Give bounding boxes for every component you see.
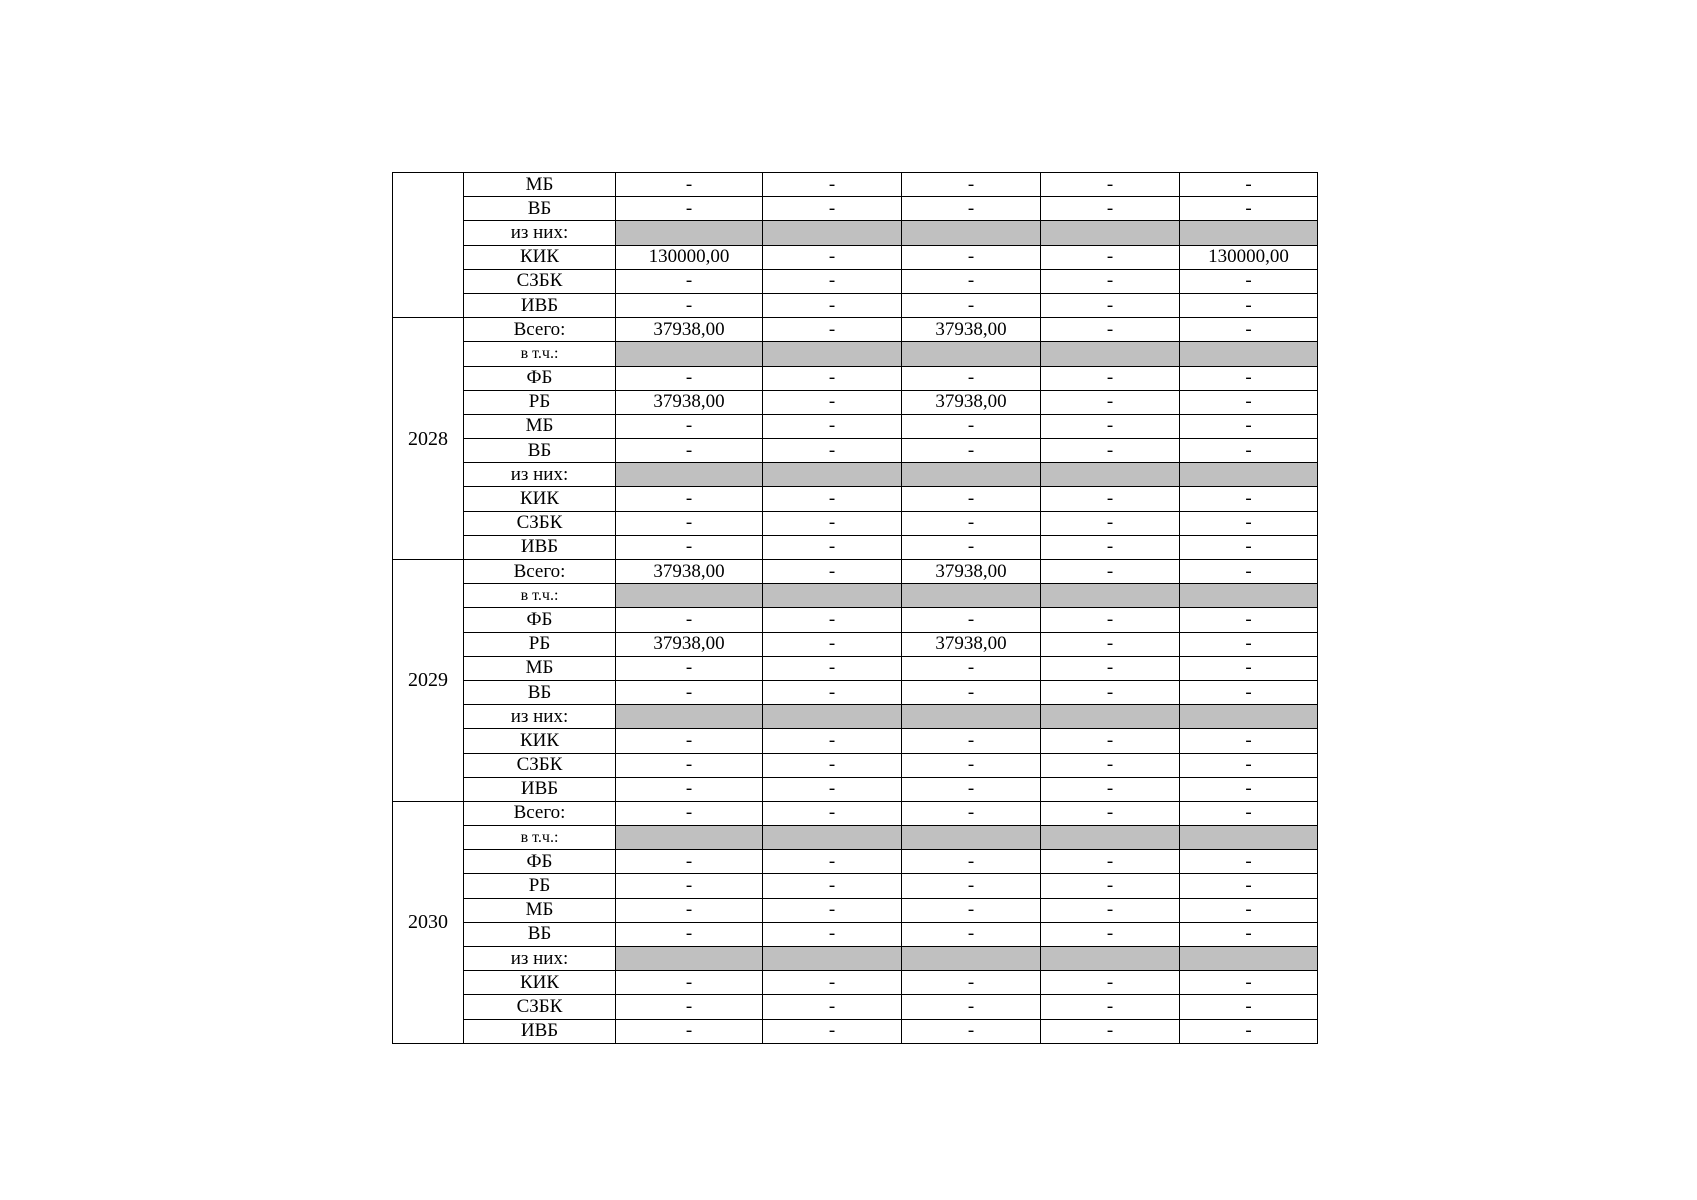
value-cell: - — [616, 753, 763, 777]
table-row — [393, 947, 1318, 971]
value-cell: - — [763, 850, 902, 874]
value-cell: - — [763, 608, 902, 632]
table-row — [393, 463, 1318, 487]
row-label: СЗБК — [464, 269, 616, 293]
value-cell: - — [1041, 898, 1180, 922]
shaded-cell — [902, 463, 1041, 487]
value-cell: - — [616, 1019, 763, 1043]
value-cell: - — [616, 680, 763, 704]
value-cell: - — [902, 1019, 1041, 1043]
table-row — [393, 680, 1318, 704]
table-body — [393, 173, 1318, 1044]
value-cell: - — [1180, 366, 1318, 390]
value-cell: - — [902, 293, 1041, 317]
value-cell: - — [616, 197, 763, 221]
value-cell: - — [902, 414, 1041, 438]
table-row — [393, 342, 1318, 366]
table-row — [393, 487, 1318, 511]
value-cell: - — [616, 971, 763, 995]
value-cell: - — [616, 608, 763, 632]
table-row — [393, 656, 1318, 680]
year-cell: 2029 — [393, 560, 464, 802]
shaded-cell — [763, 826, 902, 850]
table-row — [393, 390, 1318, 414]
value-cell: - — [616, 511, 763, 535]
value-cell: - — [763, 753, 902, 777]
row-label: КИК — [464, 971, 616, 995]
value-cell: - — [1180, 439, 1318, 463]
value-cell: 37938,00 — [902, 560, 1041, 584]
value-cell: - — [1041, 414, 1180, 438]
value-cell: - — [616, 729, 763, 753]
table-row — [393, 874, 1318, 898]
value-cell: - — [763, 632, 902, 656]
value-cell: - — [1180, 390, 1318, 414]
row-label: ИВБ — [464, 777, 616, 801]
shaded-cell — [1041, 947, 1180, 971]
value-cell: - — [1041, 922, 1180, 946]
row-label: СЗБК — [464, 511, 616, 535]
value-cell: - — [1041, 777, 1180, 801]
value-cell: - — [1041, 318, 1180, 342]
table-row — [393, 560, 1318, 584]
row-label: ВБ — [464, 439, 616, 463]
value-cell: - — [1180, 318, 1318, 342]
row-label: КИК — [464, 729, 616, 753]
table-row — [393, 898, 1318, 922]
year-cell: 2030 — [393, 801, 464, 1043]
value-cell: - — [902, 245, 1041, 269]
value-cell: - — [763, 922, 902, 946]
value-cell: - — [1180, 777, 1318, 801]
value-cell: - — [1180, 173, 1318, 197]
table-row — [393, 632, 1318, 656]
year-cell: 2028 — [393, 318, 464, 560]
table-row — [393, 850, 1318, 874]
value-cell: - — [1041, 874, 1180, 898]
value-cell: - — [1041, 197, 1180, 221]
value-cell: 37938,00 — [616, 632, 763, 656]
value-cell: - — [1041, 656, 1180, 680]
value-cell: - — [902, 874, 1041, 898]
value-cell: - — [763, 366, 902, 390]
value-cell: - — [902, 995, 1041, 1019]
shaded-cell — [1180, 947, 1318, 971]
row-label: в т.ч.: — [464, 826, 616, 850]
value-cell: 37938,00 — [902, 318, 1041, 342]
value-cell: - — [1041, 173, 1180, 197]
table-row — [393, 173, 1318, 197]
shaded-cell — [1180, 342, 1318, 366]
row-label: ИВБ — [464, 1019, 616, 1043]
value-cell: - — [1180, 487, 1318, 511]
value-cell: - — [763, 535, 902, 559]
value-cell: - — [902, 487, 1041, 511]
value-cell: 37938,00 — [616, 318, 763, 342]
row-label: из них: — [464, 705, 616, 729]
value-cell: - — [763, 390, 902, 414]
row-label: Всего: — [464, 801, 616, 825]
value-cell: - — [1180, 608, 1318, 632]
table-row — [393, 777, 1318, 801]
table-row — [393, 269, 1318, 293]
value-cell: - — [763, 801, 902, 825]
shaded-cell — [763, 705, 902, 729]
shaded-cell — [902, 826, 1041, 850]
value-cell: - — [616, 656, 763, 680]
value-cell: - — [763, 197, 902, 221]
value-cell: - — [763, 680, 902, 704]
value-cell: - — [1041, 729, 1180, 753]
value-cell: 37938,00 — [616, 560, 763, 584]
value-cell: - — [1180, 729, 1318, 753]
value-cell: - — [1041, 1019, 1180, 1043]
value-cell: - — [902, 535, 1041, 559]
value-cell: - — [763, 269, 902, 293]
value-cell: - — [616, 777, 763, 801]
value-cell: - — [902, 729, 1041, 753]
value-cell: - — [1041, 995, 1180, 1019]
row-label: ВБ — [464, 680, 616, 704]
table-row — [393, 1019, 1318, 1043]
shaded-cell — [616, 947, 763, 971]
value-cell: - — [616, 898, 763, 922]
value-cell: - — [763, 898, 902, 922]
value-cell: - — [902, 656, 1041, 680]
value-cell: - — [1180, 632, 1318, 656]
value-cell: - — [1180, 898, 1318, 922]
table-row — [393, 584, 1318, 608]
shaded-cell — [902, 342, 1041, 366]
value-cell: - — [1041, 632, 1180, 656]
row-label: из них: — [464, 947, 616, 971]
value-cell: - — [763, 487, 902, 511]
value-cell: - — [763, 971, 902, 995]
shaded-cell — [763, 584, 902, 608]
shaded-cell — [1180, 221, 1318, 245]
value-cell: - — [1041, 293, 1180, 317]
row-label: МБ — [464, 414, 616, 438]
value-cell: - — [763, 414, 902, 438]
shaded-cell — [763, 463, 902, 487]
value-cell: - — [1041, 560, 1180, 584]
shaded-cell — [616, 584, 763, 608]
table-row — [393, 729, 1318, 753]
value-cell: - — [902, 898, 1041, 922]
value-cell: - — [616, 293, 763, 317]
value-cell: - — [902, 777, 1041, 801]
value-cell: - — [1180, 850, 1318, 874]
row-label: СЗБК — [464, 753, 616, 777]
row-label: Всего: — [464, 318, 616, 342]
value-cell: - — [1180, 1019, 1318, 1043]
row-label: Всего: — [464, 560, 616, 584]
value-cell: - — [1041, 245, 1180, 269]
table-row — [393, 971, 1318, 995]
shaded-cell — [763, 342, 902, 366]
table-row — [393, 705, 1318, 729]
value-cell: - — [1041, 680, 1180, 704]
row-label: МБ — [464, 656, 616, 680]
table-row — [393, 197, 1318, 221]
row-label: ИВБ — [464, 293, 616, 317]
shaded-cell — [1180, 705, 1318, 729]
value-cell: - — [616, 874, 763, 898]
row-label: ВБ — [464, 922, 616, 946]
table-row — [393, 535, 1318, 559]
row-label: в т.ч.: — [464, 342, 616, 366]
row-label: ФБ — [464, 850, 616, 874]
shaded-cell — [1180, 584, 1318, 608]
value-cell: - — [1180, 414, 1318, 438]
value-cell: - — [1180, 922, 1318, 946]
shaded-cell — [1180, 463, 1318, 487]
shaded-cell — [1041, 342, 1180, 366]
value-cell: - — [1041, 366, 1180, 390]
table-row — [393, 439, 1318, 463]
row-label: ИВБ — [464, 535, 616, 559]
row-label: из них: — [464, 221, 616, 245]
value-cell: - — [902, 366, 1041, 390]
value-cell: - — [902, 680, 1041, 704]
row-label: ФБ — [464, 608, 616, 632]
shaded-cell — [763, 221, 902, 245]
value-cell: - — [763, 874, 902, 898]
table-row — [393, 293, 1318, 317]
value-cell: - — [1041, 390, 1180, 414]
value-cell: - — [616, 487, 763, 511]
table-row — [393, 922, 1318, 946]
table-row — [393, 245, 1318, 269]
row-label: КИК — [464, 245, 616, 269]
value-cell: - — [616, 414, 763, 438]
value-cell: - — [1180, 971, 1318, 995]
table-row — [393, 318, 1318, 342]
value-cell: - — [1041, 269, 1180, 293]
value-cell: - — [616, 535, 763, 559]
value-cell: 130000,00 — [616, 245, 763, 269]
shaded-cell — [616, 705, 763, 729]
row-label: СЗБК — [464, 995, 616, 1019]
table-row — [393, 221, 1318, 245]
value-cell: - — [1041, 487, 1180, 511]
table-row — [393, 511, 1318, 535]
value-cell: - — [763, 656, 902, 680]
table-row — [393, 608, 1318, 632]
value-cell: - — [902, 439, 1041, 463]
table-row — [393, 801, 1318, 825]
value-cell: - — [1180, 995, 1318, 1019]
value-cell: - — [616, 439, 763, 463]
value-cell: - — [902, 753, 1041, 777]
value-cell: - — [1041, 753, 1180, 777]
value-cell: - — [1180, 269, 1318, 293]
value-cell: - — [1180, 680, 1318, 704]
shaded-cell — [902, 221, 1041, 245]
value-cell: - — [902, 922, 1041, 946]
row-label: ФБ — [464, 366, 616, 390]
table-row — [393, 366, 1318, 390]
row-label: МБ — [464, 173, 616, 197]
value-cell: - — [1041, 850, 1180, 874]
value-cell: - — [763, 1019, 902, 1043]
value-cell: - — [1180, 197, 1318, 221]
value-cell: - — [616, 995, 763, 1019]
shaded-cell — [1041, 705, 1180, 729]
value-cell: - — [902, 608, 1041, 632]
value-cell: - — [1180, 535, 1318, 559]
shaded-cell — [1041, 584, 1180, 608]
row-label: РБ — [464, 390, 616, 414]
value-cell: - — [1041, 801, 1180, 825]
value-cell: - — [1041, 608, 1180, 632]
shaded-cell — [616, 221, 763, 245]
value-cell: - — [763, 439, 902, 463]
shaded-cell — [1041, 826, 1180, 850]
row-label: МБ — [464, 898, 616, 922]
value-cell: 37938,00 — [902, 632, 1041, 656]
value-cell: - — [902, 269, 1041, 293]
value-cell: - — [1180, 293, 1318, 317]
value-cell: - — [1180, 511, 1318, 535]
value-cell: 37938,00 — [902, 390, 1041, 414]
row-label: КИК — [464, 487, 616, 511]
row-label: ВБ — [464, 197, 616, 221]
value-cell: - — [1041, 971, 1180, 995]
value-cell: - — [616, 366, 763, 390]
value-cell: - — [763, 173, 902, 197]
table-row — [393, 826, 1318, 850]
table-row — [393, 753, 1318, 777]
value-cell: - — [763, 245, 902, 269]
value-cell: - — [616, 850, 763, 874]
value-cell: 130000,00 — [1180, 245, 1318, 269]
shaded-cell — [902, 705, 1041, 729]
value-cell: - — [616, 269, 763, 293]
shaded-cell — [1041, 463, 1180, 487]
year-cell — [393, 173, 464, 318]
shaded-cell — [616, 826, 763, 850]
value-cell: - — [1180, 874, 1318, 898]
value-cell: - — [763, 293, 902, 317]
value-cell: - — [1180, 560, 1318, 584]
value-cell: - — [616, 173, 763, 197]
value-cell: - — [763, 995, 902, 1019]
table-row — [393, 414, 1318, 438]
value-cell: - — [616, 801, 763, 825]
row-label: в т.ч.: — [464, 584, 616, 608]
value-cell: - — [763, 318, 902, 342]
value-cell: - — [1180, 753, 1318, 777]
shaded-cell — [902, 947, 1041, 971]
value-cell: - — [616, 922, 763, 946]
value-cell: - — [1180, 656, 1318, 680]
value-cell: - — [763, 777, 902, 801]
value-cell: - — [1041, 511, 1180, 535]
value-cell: - — [902, 511, 1041, 535]
value-cell: - — [902, 850, 1041, 874]
table-row — [393, 995, 1318, 1019]
funding-table — [392, 172, 1318, 1044]
value-cell: - — [763, 729, 902, 753]
value-cell: 37938,00 — [616, 390, 763, 414]
shaded-cell — [616, 463, 763, 487]
shaded-cell — [902, 584, 1041, 608]
value-cell: - — [902, 971, 1041, 995]
shaded-cell — [763, 947, 902, 971]
value-cell: - — [763, 511, 902, 535]
value-cell: - — [1041, 535, 1180, 559]
row-label: из них: — [464, 463, 616, 487]
shaded-cell — [1180, 826, 1318, 850]
value-cell: - — [902, 801, 1041, 825]
value-cell: - — [902, 197, 1041, 221]
shaded-cell — [1041, 221, 1180, 245]
row-label: РБ — [464, 632, 616, 656]
value-cell: - — [902, 173, 1041, 197]
row-label: РБ — [464, 874, 616, 898]
value-cell: - — [763, 560, 902, 584]
value-cell: - — [1041, 439, 1180, 463]
value-cell: - — [1180, 801, 1318, 825]
shaded-cell — [616, 342, 763, 366]
